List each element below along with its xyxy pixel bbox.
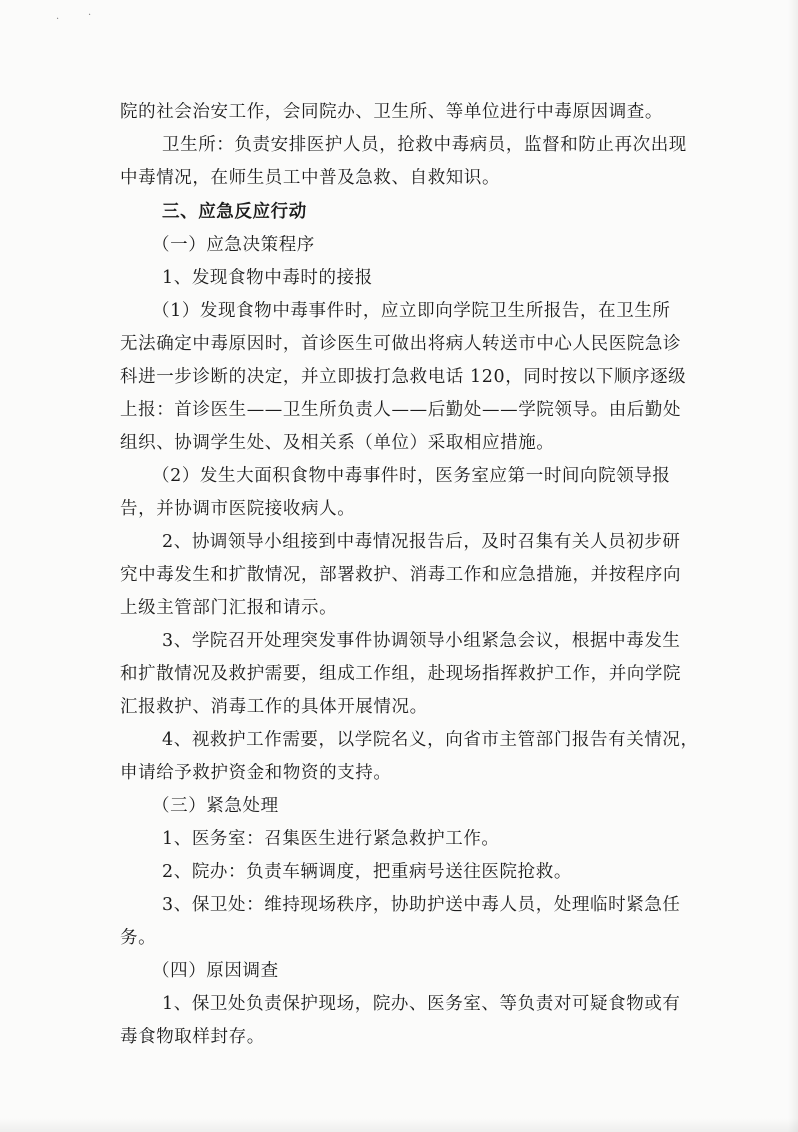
text-line: 3、学院召开处理突发事件协调领导小组紧急会议，根据中毒发生 [162, 631, 681, 651]
text-line: 2、院办：负责车辆调度，把重病号送往医院抢救。 [162, 862, 572, 882]
text-line: 无法确定中毒原因时，首诊医生可做出将病人转送市中心人民医院急诊 [120, 334, 682, 354]
text-line: 组织、协调学生处、及相关系（单位）采取相应措施。 [120, 433, 555, 453]
subsection-heading: （三）紧急处理 [152, 796, 279, 816]
text-line: 1、医务室：召集医生进行紧急救护工作。 [162, 829, 500, 849]
text-line: 务。 [120, 928, 157, 948]
text-line: 上级主管部门汇报和请示。 [120, 598, 338, 618]
scan-speck: · [88, 10, 92, 21]
text-line: 毒食物取样封存。 [120, 1027, 265, 1047]
text-line: （1）发现食物中毒事件时，应立即向学院卫生所报告，在卫生所 [152, 301, 671, 321]
text-line: （2）发生大面积食物中毒事件时，医务室应第一时间向院领导报 [152, 466, 671, 486]
text-line: 究中毒发生和扩散情况，部署救护、消毒工作和应急措施，并按程序向 [120, 565, 682, 585]
section-heading: 三、应急反应行动 [162, 202, 307, 222]
text-line: 1、保卫处负责保护现场，院办、医务室、等负责对可疑食物或有 [162, 994, 681, 1014]
text-line: 汇报救护、消毒工作的具体开展情况。 [120, 697, 428, 717]
subsection-heading: （一）应急决策程序 [152, 235, 315, 255]
text-line: 科进一步诊断的决定，并立即拔打急救电话 120，同时按以下顺序逐级 [120, 367, 687, 387]
text-line: 4、视救护工作需要，以学院名义，向省市主管部门报告有关情况， [162, 730, 699, 750]
subsection-heading: （四）原因调查 [152, 961, 279, 981]
scan-speck: · [56, 14, 60, 25]
text-line: 上报：首诊医生——卫生所负责人——后勤处——学院领导。由后勤处 [120, 400, 682, 420]
scan-shadow-bottom [0, 1118, 798, 1132]
text-line: 院的社会治安工作，会同院办、卫生所、等单位进行中毒原因调查。 [120, 102, 663, 122]
text-line: 和扩散情况及救护需要，组成工作组，赴现场指挥救护工作，并向学院 [120, 664, 682, 684]
scan-shadow-right [788, 0, 798, 1132]
text-line: 中毒情况，在师生员工中普及急救、自救知识。 [120, 168, 501, 188]
text-line: 告，并协调市医院接收病人。 [120, 499, 356, 519]
text-line: 申请给予救护资金和物资的支持。 [120, 763, 392, 783]
text-line: 卫生所：负责安排医护人员，抢救中毒病员，监督和防止再次出现 [162, 135, 687, 155]
text-line: 2、协调领导小组接到中毒情况报告后，及时召集有关人员初步研 [162, 532, 681, 552]
text-line: 3、保卫处：维持现场秩序，协助护送中毒人员，处理临时紧急任 [162, 895, 681, 915]
text-line: 1、发现食物中毒时的接报 [162, 268, 373, 288]
